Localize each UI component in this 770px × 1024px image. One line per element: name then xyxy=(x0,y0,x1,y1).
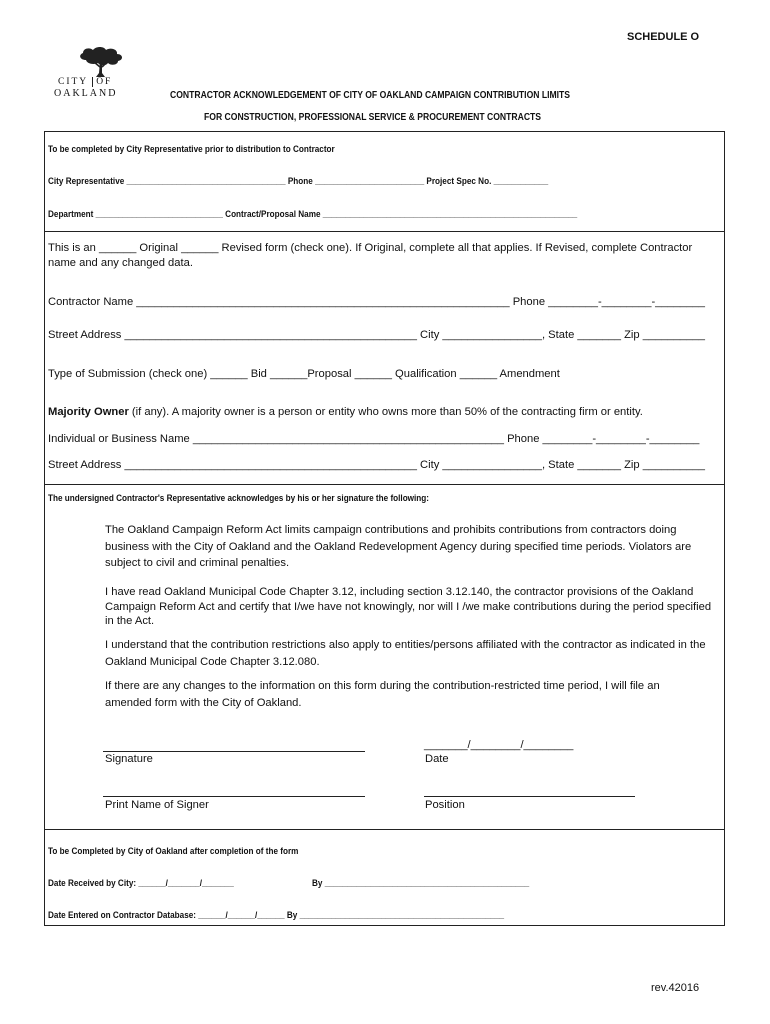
acknowledgement-paragraph: The Oakland Campaign Reform Act limits campaign contributions and prohibits contributions from contractors doing business with the City of Oakland and the Oakland Redevelopment Agency during specified time periods. Violators are subject to civil and criminal penalties. xyxy=(105,524,692,569)
logo-city-text: CITY OF xyxy=(58,77,113,87)
form-title-line2: FOR CONSTRUCTION, PROFESSIONAL SERVICE & PROCUREMENT CONTRACTS xyxy=(204,112,542,123)
majority-owner-row xyxy=(48,406,643,418)
divider xyxy=(44,829,725,830)
individual-business-row[interactable]: Individual or Business Name __________________________________________________ Phone ________-________-________ xyxy=(48,433,700,445)
print-name-line[interactable] xyxy=(103,796,365,797)
majority-owner-text: (if any). A majority owner is a person or entity who owns more than 50% of the contracting firm or entity. xyxy=(128,406,643,418)
contractor-name-row[interactable]: Contractor Name ____________________________________________________________ Phone ________-________-________ xyxy=(48,296,705,308)
signature-label: Signature xyxy=(105,753,153,765)
city-completion-heading: To be Completed by City of Oakland after completion of the form xyxy=(48,846,299,857)
form-type-line2: name and any changed data. xyxy=(48,257,193,269)
acknowledgement-heading: The undersigned Contractor's Representative acknowledges by his or her signature the following: xyxy=(48,493,430,504)
city-rep-row[interactable]: City Representative ___________________________________ Phone ________________________ Project Spec No. ____________ xyxy=(48,176,549,187)
position-line[interactable] xyxy=(424,796,635,797)
majority-owner-label: Majority Owner xyxy=(48,406,129,418)
divider xyxy=(44,484,725,485)
acknowledgement-paragraph: I have read Oakland Municipal Code Chapter 3.12, including section 3.12.140, the contractor provisions of the Oakland Campaign Reform Act and certify that I/we have not knowingly, nor will I /we make contributions during the period specified in the Act. xyxy=(105,586,712,627)
divider xyxy=(44,231,725,232)
acknowledgement-paragraph: I understand that the contribution restrictions also apply to entities/persons affiliated with the contractor as indicated in the Oakland Municipal Code Chapter 3.12.080. xyxy=(105,639,706,668)
print-name-label: Print Name of Signer xyxy=(105,799,209,811)
form-type-line1[interactable]: This is an ______ Original ______ Revised form (check one). If Original, complete all that applies. If Revised, complete Contractor xyxy=(48,242,693,254)
oak-tree-icon xyxy=(74,46,130,80)
date-received-row[interactable]: Date Received by City: ______/_______/_______ xyxy=(48,878,234,889)
signature-line[interactable] xyxy=(103,751,365,752)
city-of-oakland-logo xyxy=(54,46,134,102)
street-address-row[interactable]: Street Address _______________________________________________ City ________________, State _______ Zip __________ xyxy=(48,329,705,341)
date-label: Date xyxy=(425,753,449,765)
revision-label: rev.42016 xyxy=(651,982,700,994)
majority-street-row[interactable]: Street Address _______________________________________________ City ________________, State _______ Zip __________ xyxy=(48,459,705,471)
city-rep-heading: To be completed by City Representative prior to distribution to Contractor xyxy=(48,144,335,155)
submission-type-row[interactable]: Type of Submission (check one) ______ Bid ______Proposal ______ Qualification ______ Amendment xyxy=(48,368,560,380)
schedule-label: SCHEDULE O xyxy=(627,31,700,43)
date-blank[interactable]: _______/________/________ xyxy=(424,739,574,751)
logo-oakland-text: OAKLAND xyxy=(54,88,118,99)
received-by-row[interactable]: By _____________________________________________ xyxy=(312,878,530,889)
date-entered-row[interactable]: Date Entered on Contractor Database: ______/______/______ By _____________________________________________ xyxy=(48,910,505,921)
form-title-line1: CONTRACTOR ACKNOWLEDGEMENT OF CITY OF OAKLAND CAMPAIGN CONTRIBUTION LIMITS xyxy=(170,90,571,101)
acknowledgement-paragraph: If there are any changes to the information on this form during the contribution-restricted time period, I will file an amended form with the City of Oakland. xyxy=(105,680,660,709)
position-label: Position xyxy=(425,799,465,811)
department-row[interactable]: Department ____________________________ Contract/Proposal Name ________________________________________________________ xyxy=(48,209,578,220)
